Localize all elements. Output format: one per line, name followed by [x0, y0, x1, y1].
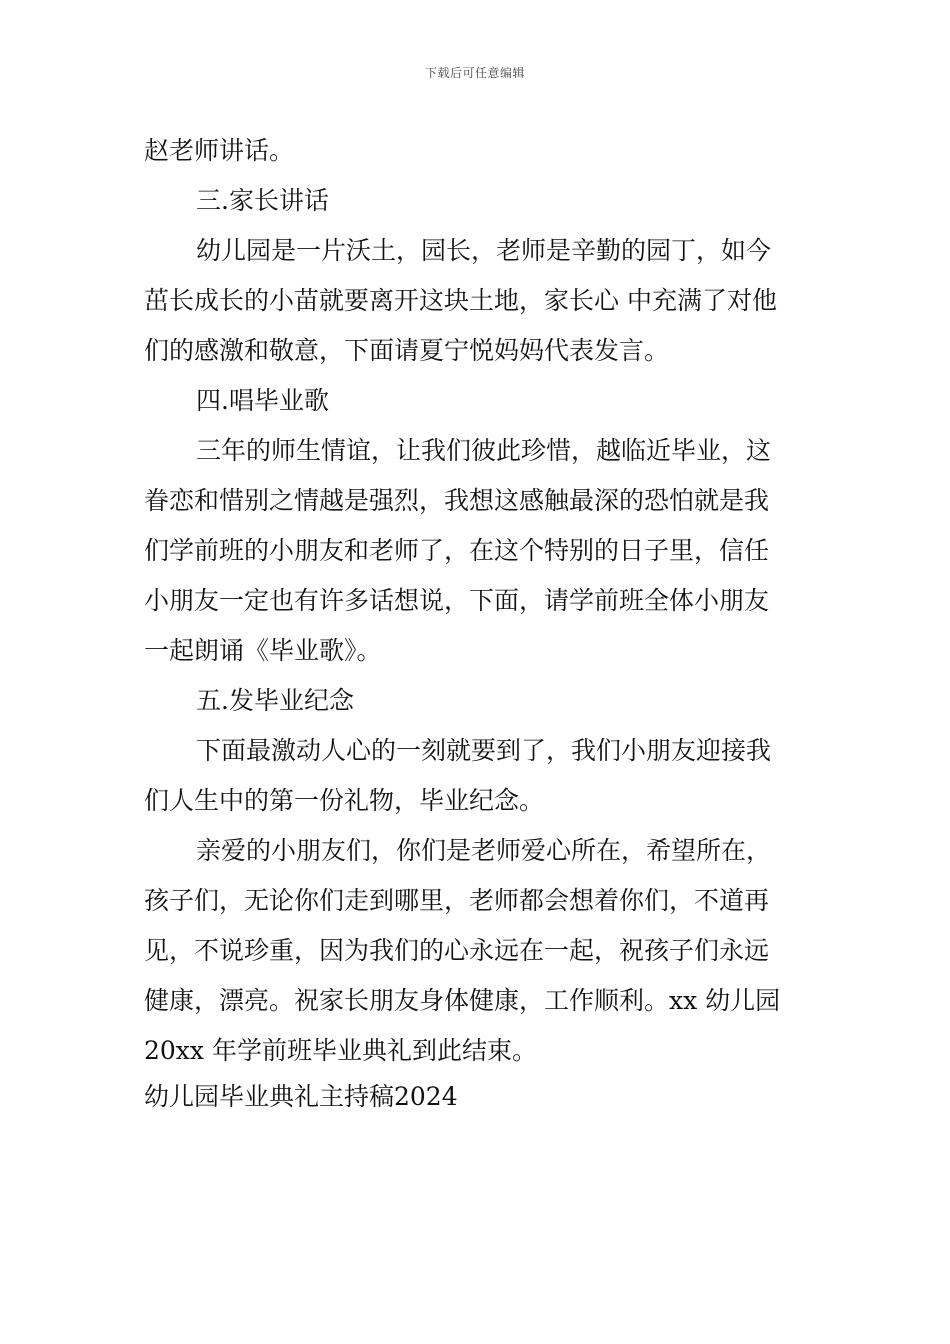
paragraph-line: 眷恋和惜别之情越是强烈，我想这感触最深的恐怕就是我	[144, 486, 770, 515]
paragraph-line: 健康，漂亮。祝家长朋友身体健康，工作顺利。xx 幼儿园	[144, 986, 781, 1015]
paragraph-line: 见，不说珍重，因为我们的心永远在一起，祝孩子们永远	[144, 936, 770, 965]
paragraph-line: 小朋友一定也有许多话想说，下面，请学前班全体小朋友	[144, 586, 770, 615]
section-heading-4: 四.唱毕业歌	[196, 386, 329, 415]
paragraph-line: 幼儿园是一片沃土，园长，老师是辛勤的园丁，如今	[196, 236, 772, 265]
section-heading-5: 五.发毕业纪念	[196, 686, 354, 715]
paragraph-line: 们的感激和敬意，下面请夏宁悦妈妈代表发言。	[144, 336, 670, 365]
paragraph-line: 们学前班的小朋友和老师了，在这个特别的日子里，信任	[144, 536, 770, 565]
page-header: 下载后可任意编辑	[424, 66, 525, 80]
paragraph-line: 孩子们，无论你们走到哪里，老师都会想着你们，不道再	[144, 886, 770, 915]
paragraph-line: 20xx 年学前班毕业典礼到此结束。	[144, 1036, 537, 1065]
document-title: 幼儿园毕业典礼主持稿2024	[144, 1082, 458, 1111]
paragraph-line: 茁长成长的小苗就要离开这块土地，家长心 中充满了对他	[144, 286, 777, 315]
paragraph-line: 下面最激动人心的一刻就要到了，我们小朋友迎接我	[196, 736, 772, 765]
paragraph-line: 三年的师生情谊，让我们彼此珍惜，越临近毕业，这	[196, 436, 772, 465]
document-body	[144, 126, 809, 1122]
paragraph-line: 们人生中的第一份礼物，毕业纪念。	[144, 786, 545, 815]
section-heading-3: 三.家长讲话	[196, 186, 329, 215]
paragraph-line: 亲爱的小朋友们，你们是老师爱心所在，希望所在，	[196, 836, 772, 865]
paragraph-line: 一起朗诵《毕业歌》。	[144, 636, 382, 665]
paragraph-line: 赵老师讲话。	[144, 136, 295, 165]
